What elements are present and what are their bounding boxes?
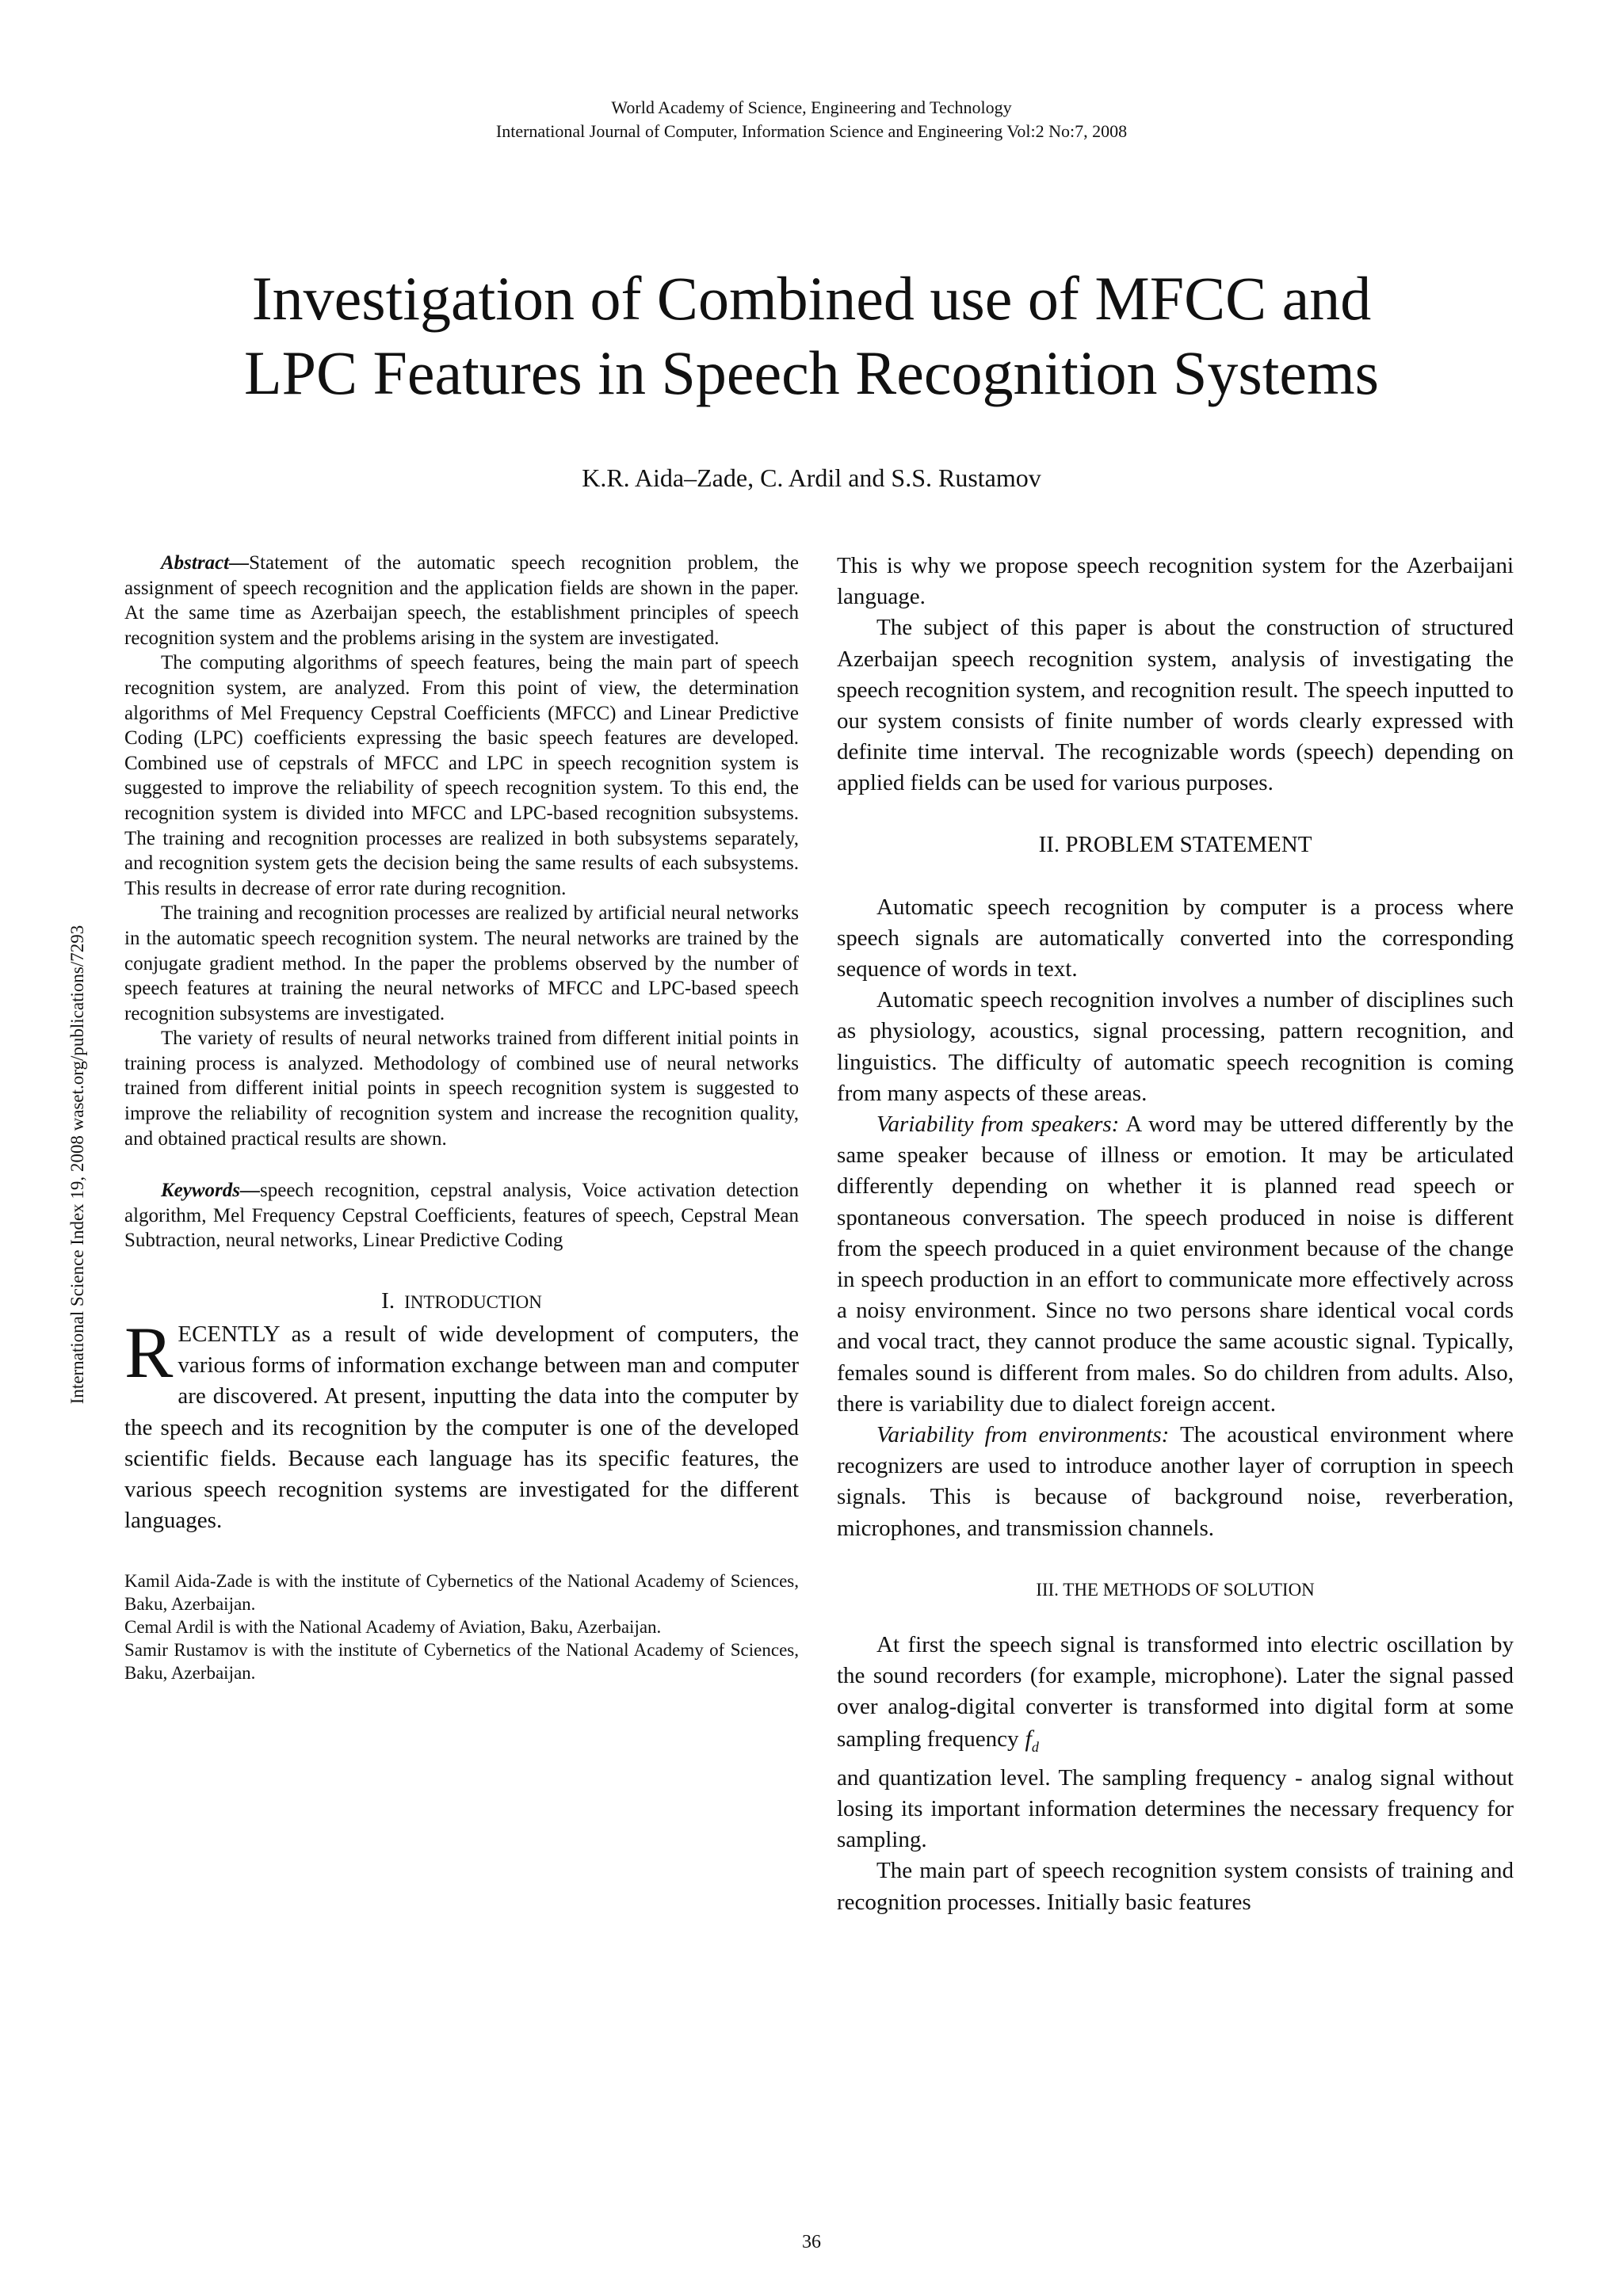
- footnote: Kamil Aida-Zade is with the institute of Cybernetics of the National Academy of Sciences, Baku, Azerbaijan.: [124, 1571, 799, 1615]
- body-paragraph: [837, 1630, 1514, 1763]
- body-paragraph: [837, 1109, 1514, 1420]
- body-paragraph: Automatic speech recognition by computer is a process where speech signals are automatically converted into the corresponding sequence of words in text.: [837, 894, 1514, 982]
- body-paragraph: and quantization level. The sampling frequency - analog signal without losing its important information determines the necessary frequency for sampling.: [837, 1764, 1514, 1853]
- body-paragraph: [837, 1420, 1514, 1544]
- abstract-paragraph: The training and recognition processes are realized by artificial neural networks in the automatic speech recognition system. The neural networks are trained by the conjugate gradient method. In the paper the problems observed by the number of speech features at training the neural networks of MFCC and LPC-based speech recognition subsystems are investigated.: [124, 902, 799, 1024]
- abstract-label: Abstract: [161, 552, 230, 574]
- introduction-paragraph: [124, 1312, 799, 1536]
- abstract-text-1: Statement of the automatic speech recognition problem, the assignment of speech recognition and the application fields are shown in the paper. At the same time as Azerbaijan speech, the establishment principles of speech recognition system and the problems arising in the system are investigated.: [124, 552, 799, 649]
- variability-environments-label: Variability from environments:: [876, 1422, 1170, 1448]
- methods-text-1: At first the speech signal is transformed into electric oscillation by the sound recorders (for example, microphone). Later the signal passed over analog-digital converter is transformed into digital form at some sampling frequency: [837, 1631, 1514, 1752]
- introduction-body: [124, 1312, 799, 1536]
- body-paragraph: This is why we propose speech recognition system for the Azerbaijani language.: [837, 553, 1514, 610]
- page-number: 36: [802, 2232, 821, 2252]
- keywords-text: speech recognition, cepstral analysis, Voice activation detection algorithm, Mel Frequency Cepstral Coefficients, features of speech, Cepstral Mean Subtraction, neural networks, Linear Predictive Coding: [124, 1180, 799, 1252]
- abstract-paragraph: The variety of results of neural networks trained from different initial points in training process is analyzed. Methodology of combined use of neural networks trained from different initial points in speech recognition system is suggested to improve the reliability of recognition system and increase the recognition quality, and obtained practical results are shown.: [124, 1028, 799, 1150]
- title-line-1: Investigation of Combined use of MFCC and: [251, 264, 1372, 333]
- paper-title: [0, 261, 1623, 410]
- keywords: [124, 1178, 799, 1253]
- introduction-text: ECENTLY as a result of wide development of computers, the various forms of information exchange between man and computer are discovered. At present, inputting the data into the computer by the speech and its recognition by the computer is one of the developed scientific fields. Because each language has its specific features, the various speech recognition systems are investigated for the different languages.: [124, 1322, 799, 1534]
- variability-environments-text: The acoustical environment where recognizers are used to introduce another layer of corruption in speech signals. This is because of background noise, reverberation, microphones, and transmission channels.: [837, 1422, 1514, 1541]
- keywords-label: Keywords: [161, 1180, 240, 1202]
- variability-speakers-text: A word may be uttered differently by the same speaker because of illness or emotion. It may be articulated differently depending on whether it is planned read speech or spontaneous conversation. The speech produced in noise is different from the speech produced in a quiet environment because of the change in speech production in an effort to communicate more effectively across a noisy environment. Since no two persons share identical vocal cords and vocal tract, they cannot produce the same acoustic signal. Typically, females sound is different from males. So do children from adults. Also, there is variability due to dialect foreign accent.: [837, 1112, 1514, 1417]
- abstract-dash: —: [229, 552, 250, 574]
- left-column: [124, 551, 799, 1684]
- abstract-paragraph: The computing algorithms of speech features, being the main part of speech recognition system, are analyzed. From this point of view, the determination algorithms of Mel Frequency Cepstral Coefficients (MFCC) and Linear Predictive Coding (LPC) coefficients expressing the basic speech features are developed. Combined use of cepstrals of MFCC and LPC in speech recognition system is suggested to improve the reliability of speech recognition system. To this end, the recognition system is divided into MFCC and LPC-based recognition subsystems. The training and recognition processes are realized in both subsystems separately, and recognition system gets the decision being the same results of each subsystems. This results in decrease of error rate during recognition.: [124, 652, 799, 899]
- body-paragraph: The main part of speech recognition system consists of training and recognition processes. Initially basic features: [837, 1858, 1514, 1915]
- section-title: INTRODUCTION: [404, 1292, 542, 1313]
- abstract-paragraph: [124, 551, 799, 650]
- authors: K.R. Aida–Zade, C. Ardil and S.S. Rustamov: [582, 463, 1041, 492]
- body-paragraph: Automatic speech recognition involves a number of disciplines such as physiology, acoustics, signal processing, pattern recognition, and linguistics. The difficulty of automatic speech recognition is coming from many aspects of these areas.: [837, 987, 1514, 1106]
- journal-volume: International Journal of Computer, Information Science and Engineering Vol:2 No:7, 2008: [495, 121, 1128, 141]
- footnote: Samir Rustamov is with the institute of Cybernetics of the National Academy of Sciences, Baku, Azerbaijan.: [124, 1640, 799, 1684]
- body-paragraph: The subject of this paper is about the construction of structured Azerbaijan speech recognition system, analysis of investigating the speech recognition system, and recognition result. The speech inputted to our system consists of finite number of words clearly expressed with definite time interval. The recognizable words (speech) depending on applied fields can be used for various purposes.: [837, 615, 1514, 796]
- sampling-frequency-symbol: $f_d$: [1025, 1725, 1039, 1755]
- keywords-dash: —: [240, 1180, 260, 1202]
- footnotes: [124, 1569, 799, 1684]
- variability-speakers-label: Variability from speakers:: [876, 1112, 1120, 1138]
- journal-name: World Academy of Science, Engineering and Technology: [611, 97, 1012, 117]
- drop-cap: R: [124, 1312, 174, 1394]
- right-column: [837, 551, 1514, 1918]
- abstract: [124, 551, 799, 1253]
- footnote: Cemal Ardil is with the National Academy of Aviation, Baku, Azerbaijan.: [124, 1617, 662, 1638]
- side-index-note: International Science Index 19, 2008 waset.org/publications/7293: [67, 925, 87, 1405]
- title-line-2: LPC Features in Speech Recognition Systems: [243, 338, 1380, 407]
- section-heading-introduction: [124, 1288, 799, 1314]
- section-number: I.: [381, 1288, 395, 1314]
- section-heading-problem-statement: II. PROBLEM STATEMENT: [1038, 831, 1312, 857]
- section-heading-methods: III. THE METHODS OF SOLUTION: [1036, 1579, 1315, 1600]
